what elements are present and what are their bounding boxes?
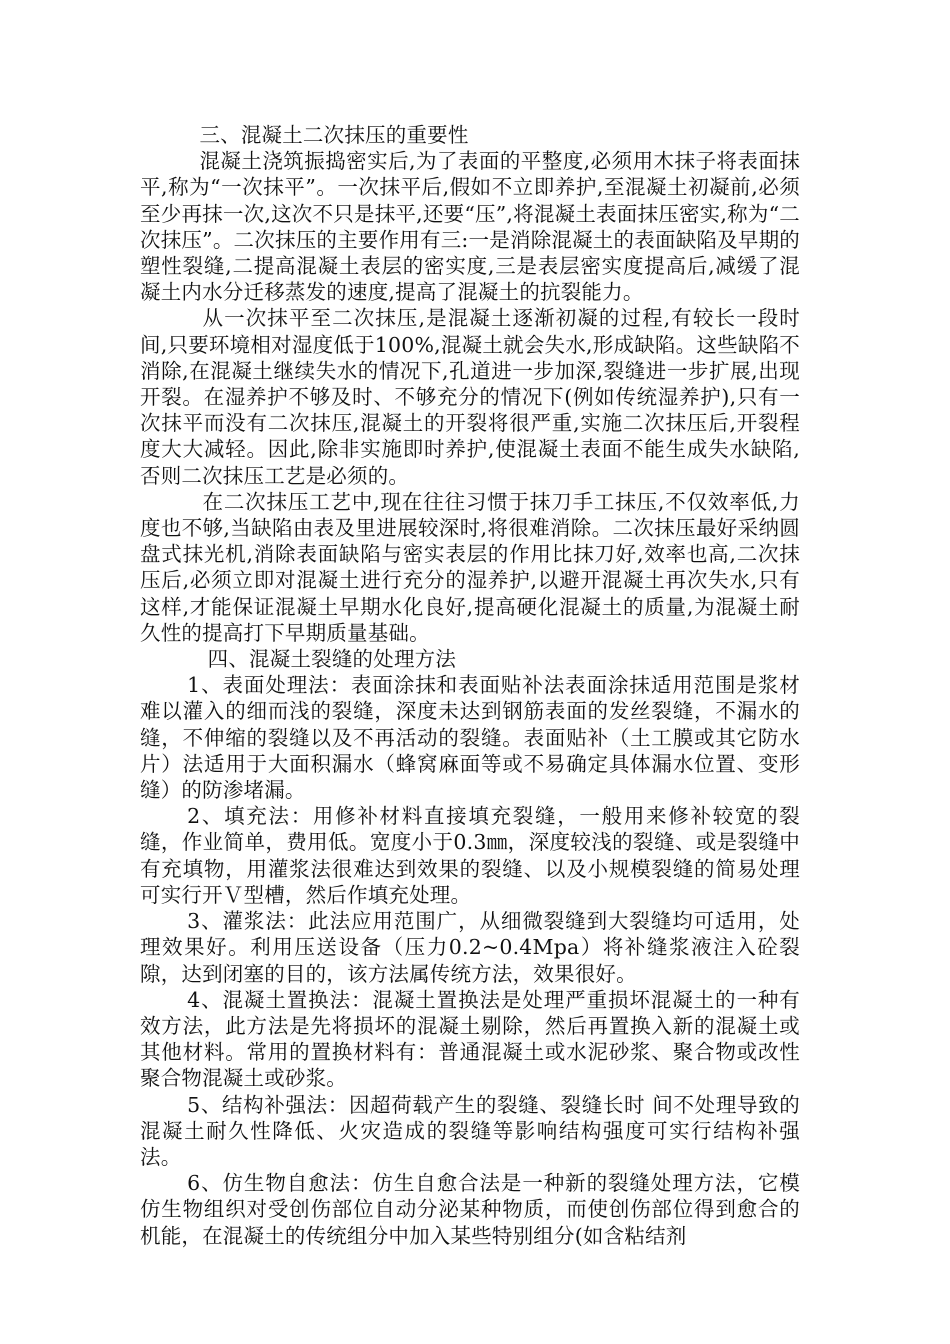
method-surface-treatment: 1、表面处理法：表面涂抹和表面贴补法表面涂抹适用范围是浆材难以灌入的细而浅的裂缝，深度未达到钢筋表面的发丝裂缝，不漏水的缝，不伸缩的裂缝以及不再活动的裂缝。表面贴补（土工膜或其它防水片）法适用于大面积漏水（蜂窝麻面等或不易确定具体漏水位置、变形缝）的防渗堵漏。 <box>140 673 800 803</box>
method-filling: 2、填充法：用修补材料直接填充裂缝，一般用来修补较宽的裂缝，作业简单，费用低。宽度小于0.3㎜，深度较浅的裂缝、或是裂缝中有充填物，用灌浆法很难达到效果的裂缝、以及小规模裂缝的简易处理可实行开Ｖ型槽，然后作填充处理。 <box>140 804 800 907</box>
document-body <box>140 122 800 1249</box>
method-biomimetic-self-healing: 6、仿生物自愈法：仿生自愈合法是一种新的裂缝处理方法，它模仿生物组织对受创伤部位自动分泌某种物质，而使创伤部位得到愈合的机能，在混凝土的传统组分中加入某些特别组分(如含粘结剂 <box>140 1171 800 1248</box>
paragraph-first-trowel: 混凝土浇筑振捣密实后,为了表面的平整度,必须用木抹子将表面抹平,称为“一次抹平”。一次抹平后,假如不立即养护,至混凝土初凝前,必须至少再抹一次,这次不只是抹平,还要“压”,将混凝土表面抹压密实,称为“二次抹压”。二次抹压的主要作用有三:一是消除混凝土的表面缺陷及早期的塑性裂缝,二提高混凝土表层的密实度,三是表层密实度提高后,减缓了混凝土内水分迁移蒸发的速度,提高了混凝土的抗裂能力。 <box>140 149 800 305</box>
section-heading-4: 四、混凝土裂缝的处理方法 <box>207 647 457 672</box>
section-heading-3: 三、混凝土二次抹压的重要性 <box>199 123 469 147</box>
method-replacement: 4、混凝土置换法：混凝土置换法是处理严重损坏混凝土的一种有效方法，此方法是先将损坏的混凝土剔除，然后再置换入新的混凝土或其他材料。常用的置换材料有：普通混凝土或水泥砂浆、聚合物或改性聚合物混凝土或砂浆。 <box>140 987 800 1091</box>
paragraph-initial-setting: 从一次抹平至二次抹压,是混凝土逐渐初凝的过程,有较长一段时间,只要环境相对湿度低于100%,混凝土就会失水,形成缺陷。这些缺陷不消除,在混凝土继续失水的情况下,孔道进一步加深,裂缝进一步扩展,出现开裂。在湿养护不够及时、不够充分的情况下(例如传统湿养护),只有一次抹平而没有二次抹压,混凝土的开裂将很严重,实施二次抹压后,开裂程度大大减轻。因此,除非实施即时养护,使混凝土表面不能生成失水缺陷,否则二次抹压工艺是必须的。 <box>140 306 800 488</box>
method-grouting: 3、灌浆法：此法应用范围广，从细微裂缝到大裂缝均可适用，处理效果好。利用压送设备（压力0.2~0.4Mpa）将补缝浆液注入砼裂隙，达到闭塞的目的，该方法属传统方法，效果很好。 <box>140 909 800 986</box>
method-structural-reinforcement: 5、结构补强法：因超荷载产生的裂缝、裂缝长时 间不处理导致的混凝土耐久性降低、火灾造成的裂缝等影响结构强度可实行结构补强法。 <box>140 1092 800 1169</box>
paragraph-trowel-machine: 在二次抹压工艺中,现在往往习惯于抹刀手工抹压,不仅效率低,力度也不够,当缺陷由表及里进展较深时,将很难消除。二次抹压最好采纳圆盘式抹光机,消除表面缺陷与密实表层的作用比抹刀好,效率也高,二次抹压后,必须立即对混凝土进行充分的湿养护,以避开混凝土再次失水,只有这样,才能保证混凝土早期水化良好,提高硬化混凝土的质量,为混凝土耐久性的提高打下早期质量基础。 <box>140 489 800 645</box>
